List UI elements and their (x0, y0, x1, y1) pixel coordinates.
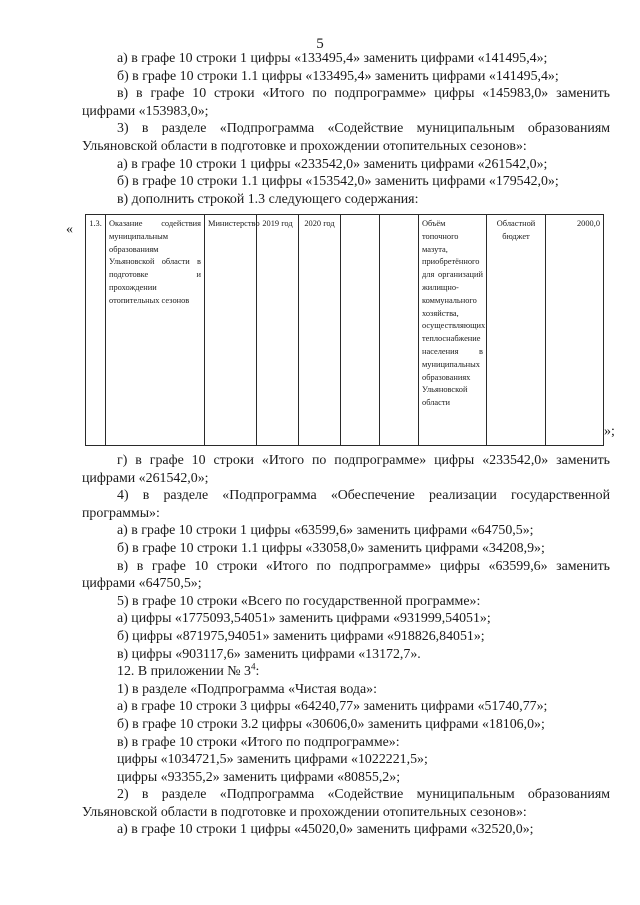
cell-executor: Министерство (205, 215, 257, 446)
page-number: 5 (316, 36, 324, 52)
paragraph: 4) в разделе «Подпрограмма «Обеспечение реализации государственной программы»: (82, 488, 610, 521)
table-row (86, 215, 604, 446)
paragraph: г) в графе 10 строки «Итого по подпрограмме» цифры «233542,0» заменить цифрами «261542,0»; (82, 453, 610, 486)
paragraph-tail: : (255, 664, 260, 680)
paragraph: б) в графе 10 строки 3.2 цифры «30606,0» заменить цифрами «18106,0»; (117, 716, 545, 732)
text-block-bottom (82, 452, 610, 839)
cell-empty (341, 215, 380, 446)
cell-year-end: 2020 год (299, 215, 341, 446)
paragraph: цифры «93355,2» заменить цифрами «80855,2»; (117, 769, 401, 785)
paragraph: в) дополнить строкой 1.3 следующего содержания: (117, 191, 419, 207)
paragraph (82, 663, 610, 681)
paragraph: а) цифры «1775093,54051» заменить цифрами «931999,54051»; (117, 611, 491, 627)
paragraph: б) в графе 10 строки 1.1 цифры «33058,0» заменить цифрами «34208,9»; (117, 540, 545, 556)
cell-source: Областной бюджет (487, 215, 546, 446)
paragraph: а) в графе 10 строки 1 цифры «133495,4» заменить цифрами «141495,4»; (117, 51, 548, 66)
superscript: 4 (250, 661, 256, 672)
text-block-top (82, 50, 610, 208)
paragraph-text: 12. В приложении № 3 (117, 664, 251, 680)
table-close-quote: »; (604, 424, 615, 439)
paragraph: а) в графе 10 строки 1 цифры «233542,0» заменить цифрами «261542,0»; (117, 156, 548, 172)
cell-number: 1.3. (86, 215, 106, 446)
paragraph: а) в графе 10 строки 1 цифры «45020,0» заменить цифрами «32520,0»; (117, 822, 534, 838)
paragraph: в) в графе 10 строки «Итого по подпрограмме» цифры «145983,0» заменить цифрами «153983,0»; (82, 86, 610, 119)
cell-indicator: Объём топочного мазута, приобретённого для организаций жилищно-коммунального хозяйства, осуществляющих теплоснабжение населения в муниципальных образованиях Ульяновской области (419, 215, 487, 446)
table-open-quote: « (66, 222, 73, 237)
cell-empty (380, 215, 419, 446)
paragraph: в) цифры «903117,6» заменить цифрами «13172,7». (117, 646, 421, 662)
paragraph: в) в графе 10 строки «Итого по подпрограмме»: (117, 734, 400, 750)
paragraph: 1) в разделе «Подпрограмма «Чистая вода»: (117, 681, 377, 697)
paragraph: 3) в разделе «Подпрограмма «Содействие муниципальным образованиям Ульяновской области в подготовке и прохождении отопительных сезонов»: (82, 121, 610, 154)
paragraph: б) в графе 10 строки 1.1 цифры «153542,0» заменить цифрами «179542,0»; (117, 174, 559, 190)
paragraph: а) в графе 10 строки 3 цифры «64240,77» заменить цифрами «51740,77»; (117, 699, 548, 715)
paragraph: б) в графе 10 строки 1.1 цифры «133495,4» заменить цифрами «141495,4»; (117, 68, 559, 84)
paragraph: в) в графе 10 строки «Итого по подпрограмме» цифры «63599,6» заменить цифрами «64750,5»; (82, 558, 610, 592)
paragraph: 5) в графе 10 строки «Всего по государственной программе»: (117, 593, 481, 609)
paragraph: а) в графе 10 строки 1 цифры «63599,6» заменить цифрами «64750,5»; (117, 523, 534, 539)
cell-year-start: 2019 год (257, 215, 299, 446)
paragraph: 2) в разделе «Подпрограмма «Содействие муниципальным образованиям Ульяновской области в подготовке и прохождении отопительных сезонов»: (82, 787, 610, 820)
paragraph: б) цифры «871975,94051» заменить цифрами «918826,84051»; (117, 628, 485, 644)
insert-table (85, 214, 604, 446)
paragraph: цифры «1034721,5» заменить цифрами «1022221,5»; (117, 752, 428, 768)
cell-name: Оказание содействия муниципальным образованиям Ульяновской области в подготовке и прохождении отопительных сезонов (106, 215, 205, 446)
cell-amount: 2000,0 (546, 215, 604, 446)
